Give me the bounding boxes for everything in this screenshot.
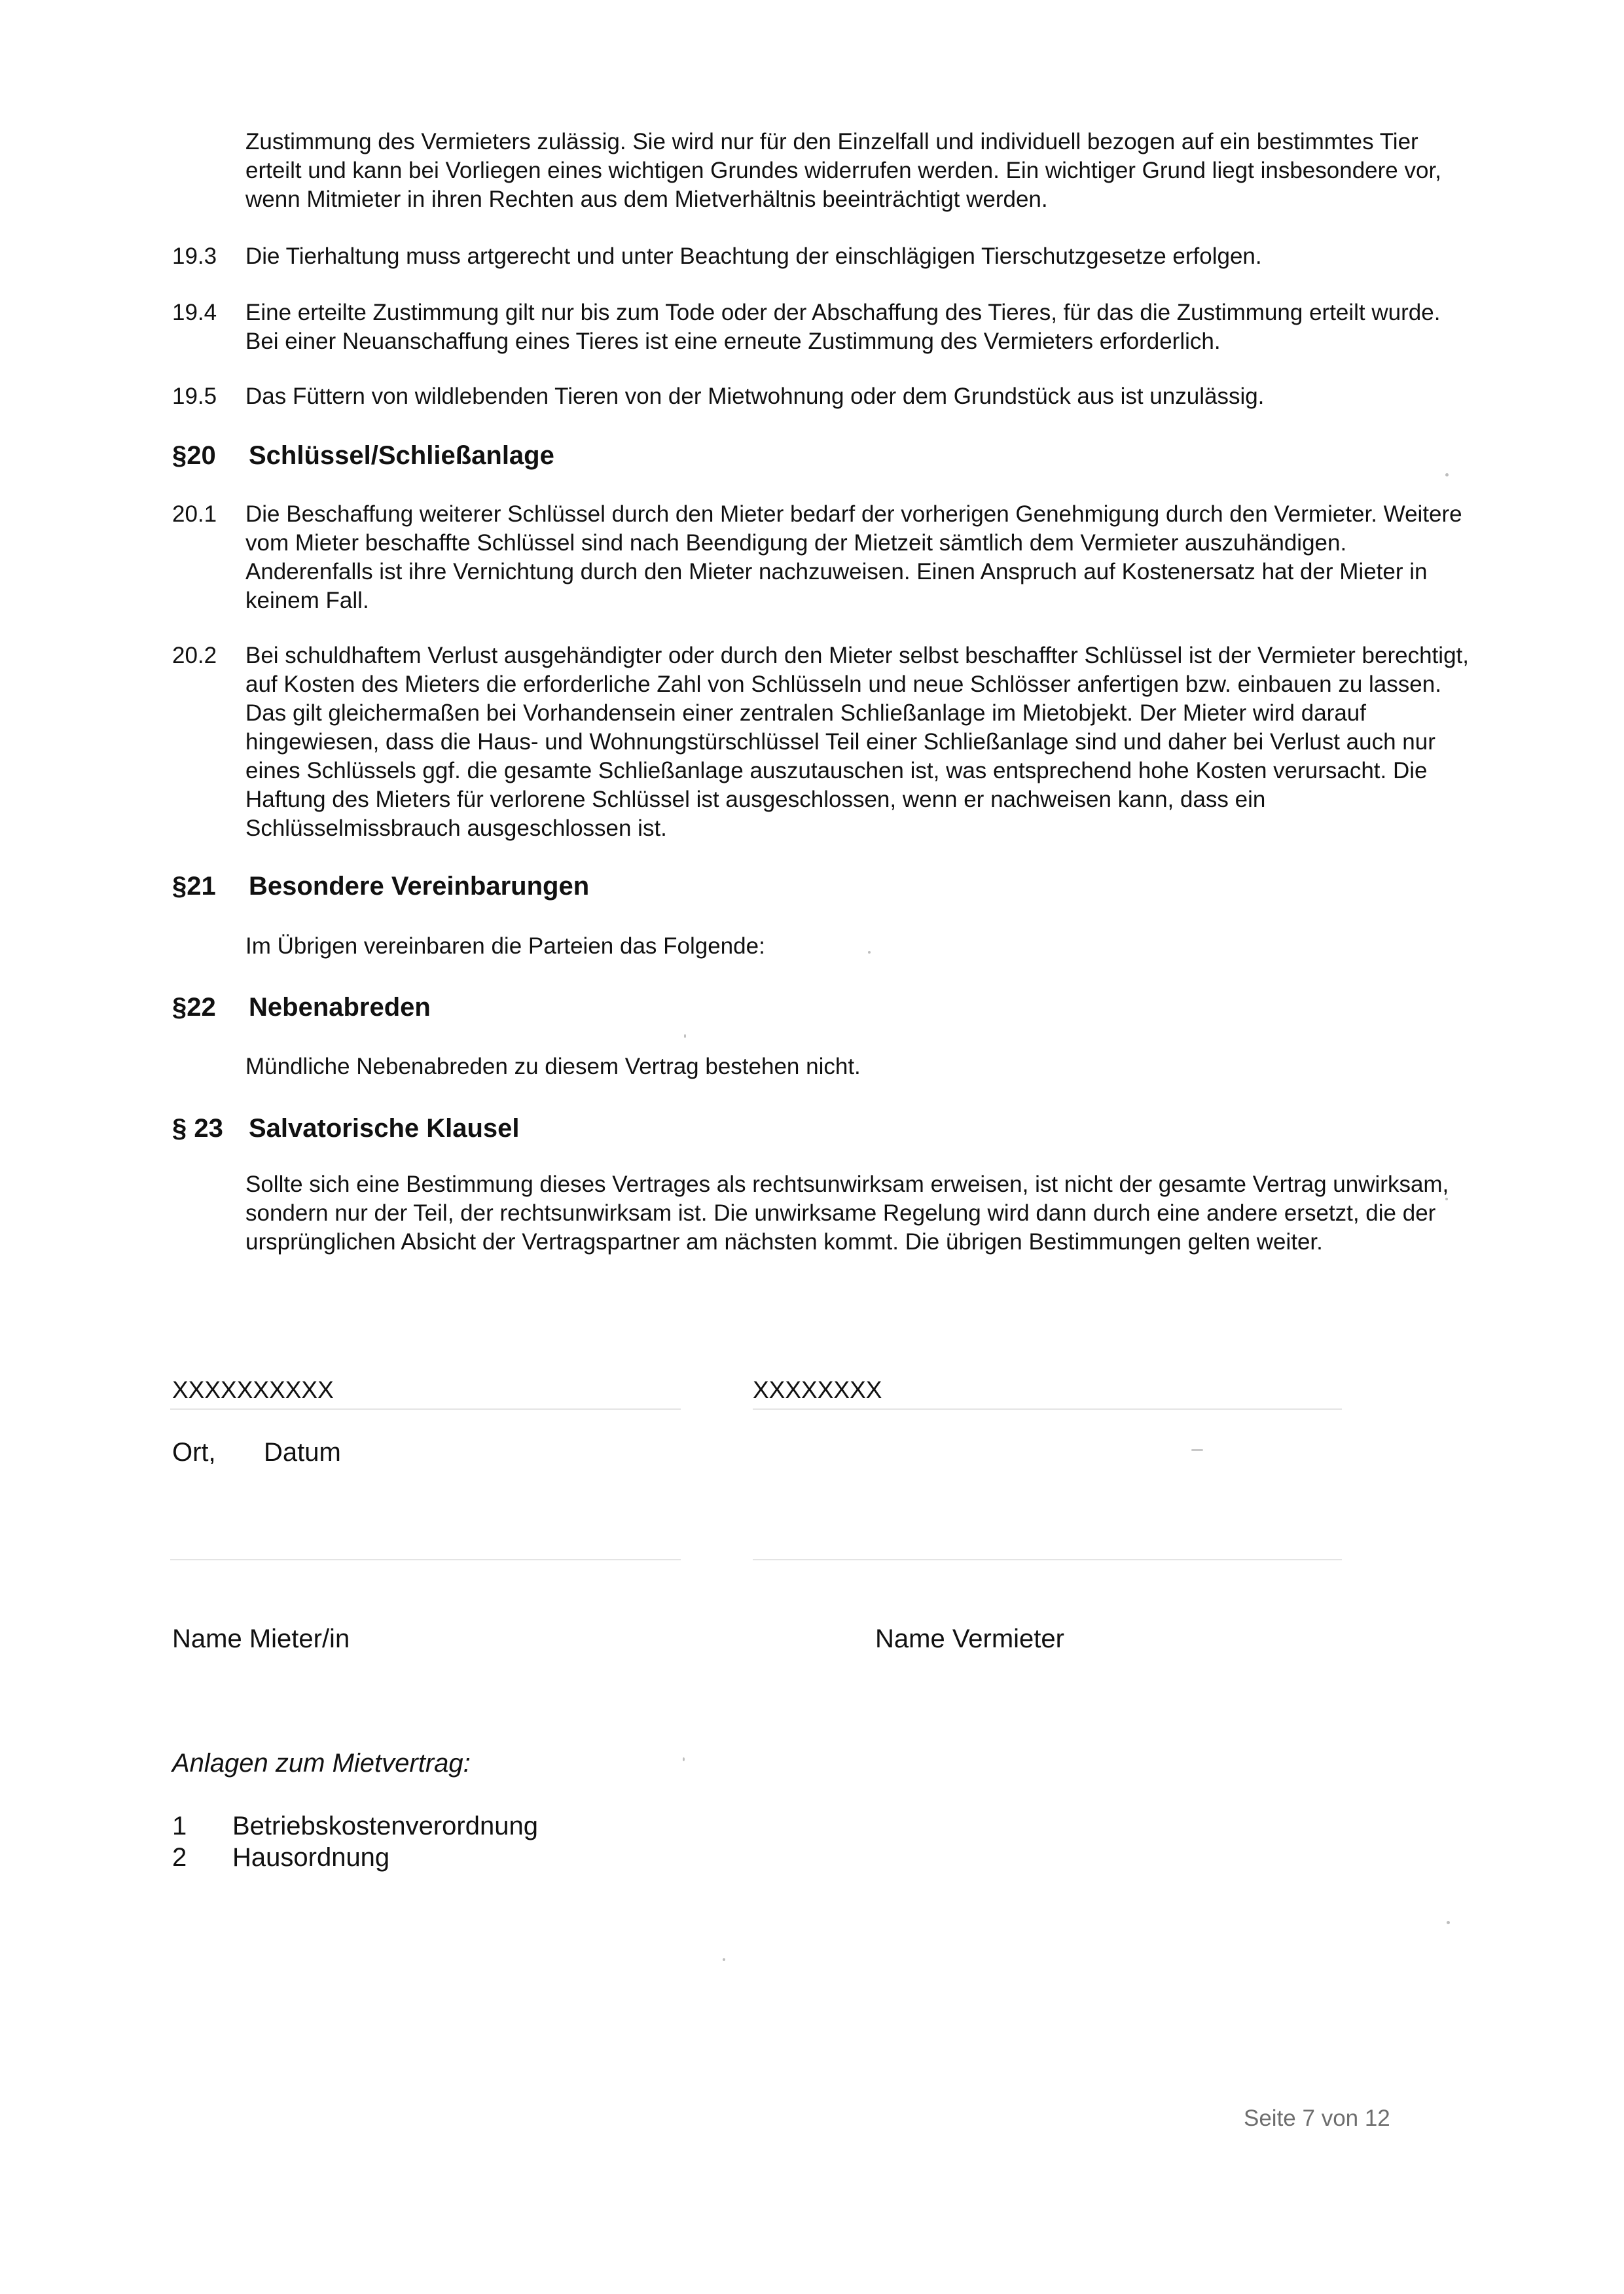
place-placeholder-right: XXXXXXXX (753, 1376, 882, 1403)
section-text: Im Übrigen vereinbaren die Parteien das Folgende: (245, 933, 765, 959)
section-number: §21 (172, 872, 216, 901)
intro-paragraph: Zustimmung des Vermieters zulässig. Sie wird nur für den Einzelfall und individuell bezogen auf ein bestimmtes Tier erteilt und kann bei Vorliegen eines wichtigen Grundes widerrufen werden. Ein wichtiger Grund liegt insbesondere vor, wenn Mitmieter in ihren Rechten aus dem Mietverhältnis beeinträchtigt werden. (245, 129, 1441, 212)
datum-label: Datum (264, 1438, 341, 1467)
section-number: §22 (172, 993, 216, 1022)
section-number: §20 (172, 441, 216, 470)
attachment-number: 1 (172, 1812, 187, 1840)
clause-number: 19.5 (172, 384, 217, 409)
ort-label: Ort, (172, 1438, 216, 1467)
scan-speck (1447, 1921, 1450, 1924)
scan-speck (1191, 1449, 1203, 1451)
page-number: Seite 7 von 12 (1244, 2106, 1390, 2131)
scan-speck (1445, 1198, 1448, 1200)
scan-speck (1445, 473, 1449, 476)
attachment-label: Betriebskostenverordnung (232, 1812, 538, 1840)
tenant-name-label: Name Mieter/in (172, 1624, 350, 1653)
clause-text: Das Füttern von wildlebenden Tieren von der Mietwohnung oder dem Grundstück aus ist unzulässig. (245, 384, 1265, 409)
section-title: Nebenabreden (249, 993, 431, 1022)
clause-number: 19.3 (172, 243, 217, 269)
scan-speck (684, 1034, 686, 1038)
section-title: Schlüssel/Schließanlage (249, 441, 554, 470)
signature-line (753, 1559, 1342, 1560)
signature-line (170, 1408, 681, 1410)
section-text: Sollte sich eine Bestimmung dieses Vertrages als rechtsunwirksam erweisen, ist nicht der gesamte Vertrag unwirksam, sondern nur der Teil, der rechtsunwirksam ist. Die unwirksame Regelung wird dann durch eine andere ersetzt, die der ursprünglichen Absicht der Vertragspartner am nächsten kommt. Die übrigen Bestimmungen gelten weiter. (245, 1172, 1449, 1255)
scan-speck (868, 951, 871, 954)
scan-speck (723, 1958, 725, 1961)
attachment-label: Hausordnung (232, 1843, 390, 1872)
clause-text: Eine erteilte Zustimmung gilt nur bis zum Tode oder der Abschaffung des Tieres, für das die Zustimmung erteilt wurde. Bei einer Neuanschaffung eines Tieres ist eine erneute Zustimmung des Vermieters erforderlich. (245, 300, 1441, 354)
place-placeholder-left: XXXXXXXXXX (172, 1376, 334, 1403)
landlord-name-label: Name Vermieter (875, 1624, 1064, 1653)
clause-text: Die Beschaffung weiterer Schlüssel durch den Mieter bedarf der vorherigen Genehmigung durch den Vermieter. Weitere vom Mieter beschaffte Schlüssel sind nach Beendigung der Mietzeit sämtlich dem Vermieter auszuhändigen. Anderenfalls ist ihre Vernichtung durch den Mieter nachzuweisen. Einen Anspruch auf Kostenersatz hat der Mieter in keinem Fall. (245, 501, 1462, 613)
scan-speck (683, 1757, 685, 1761)
clause-text: Die Tierhaltung muss artgerecht und unter Beachtung der einschlägigen Tierschutzgesetze erfolgen. (245, 243, 1262, 269)
signature-line (170, 1559, 681, 1560)
clause-number: 20.2 (172, 643, 217, 668)
section-number: § 23 (172, 1114, 223, 1143)
attachments-heading: Anlagen zum Mietvertrag: (172, 1749, 471, 1778)
clause-number: 20.1 (172, 501, 217, 527)
clause-text: Bei schuldhaftem Verlust ausgehändigter oder durch den Mieter selbst beschaffter Schlüssel ist der Vermieter berechtigt, auf Kosten des Mieters die erforderliche Zahl von Schlüsseln und neue Schlösser anfertigen bzw. einbauen zu lassen. Das gilt gleichermaßen bei Vorhandensein einer zentralen Schließanlage im Mietobjekt. Der Mieter wird darauf hingewiesen, dass die Haus- und Wohnungstürschlüssel Teil einer Schließanlage sind und daher bei Verlust auch nur eines Schlüssels ggf. die gesamte Schließanlage auszutauschen ist, was entsprechend hohe Kosten verursacht. Die Haftung des Mieters für verlorene Schlüssel ist ausgeschlossen, wenn er nachweisen kann, dass ein Schlüsselmissbrauch ausgeschlossen ist. (245, 643, 1469, 841)
section-title: Besondere Vereinbarungen (249, 872, 590, 901)
attachment-number: 2 (172, 1843, 187, 1872)
section-text: Mündliche Nebenabreden zu diesem Vertrag bestehen nicht. (245, 1054, 861, 1079)
signature-line (753, 1408, 1342, 1410)
section-title: Salvatorische Klausel (249, 1114, 520, 1143)
clause-number: 19.4 (172, 300, 217, 325)
